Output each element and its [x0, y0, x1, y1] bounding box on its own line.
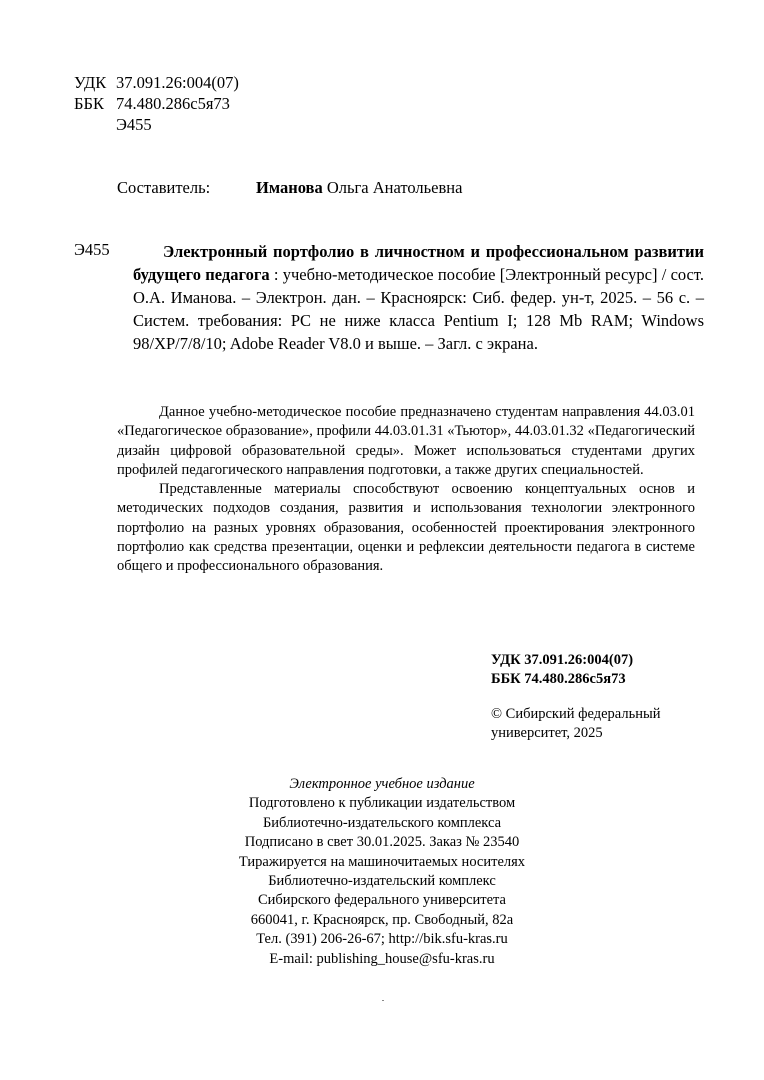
book-title: Электронный портфолио в личностном и профессиональном развитии будущего педагога: [133, 242, 704, 284]
edition-type: Электронное учебное издание: [289, 776, 475, 792]
bibliographic-entry: [133, 240, 704, 355]
imprint-line: Тиражируется на машиночитаемых носителях: [238, 853, 526, 870]
imprint-line: Библиотечно-издательского комплекса: [262, 814, 502, 831]
imprint-phone-website: Тел. (391) 206-26-67; http://bik.sfu-kras.ru: [256, 931, 508, 948]
imprint-line: Сибирского федерального университета: [258, 892, 506, 909]
compiler-line: [117, 178, 462, 198]
udk-code: УДК 37.091.26:004(07): [491, 652, 634, 668]
bbk-line: [74, 93, 239, 114]
classification-codes: [74, 72, 239, 135]
entry-author-mark: Э455: [74, 240, 110, 259]
imprint: [0, 775, 764, 969]
classification-block: [491, 651, 633, 689]
copyright-line: университет, 2025: [491, 725, 603, 741]
compiler-surname: Иманова: [256, 178, 323, 197]
bbk-value: 74.480.286с5я73: [116, 94, 230, 113]
author-mark: Э455: [116, 115, 152, 134]
compiler-label: Составитель:: [117, 178, 211, 197]
imprint-line: Подготовлено к публикации издательством: [248, 795, 516, 812]
imprint-address: 660041, г. Красноярск, пр. Свободный, 82а: [250, 911, 514, 928]
copyright-notice: [491, 705, 660, 743]
abstract-paragraph: Данное учебно-методическое пособие предназначено студентам направления 44.03.01 «Педагогическое образование», профили 44.03.01.31 «Тьютор», 44.03.01.32 «Педагогический дизайн цифровой образовательной среды». Может использоваться студентами других профилей педагогического направления подготовки, а также других специальностей.: [117, 404, 695, 478]
imprint-line: Библиотечно-издательский комплекс: [268, 873, 496, 890]
bbk-code: ББК 74.480.286с5я73: [491, 671, 626, 687]
imprint-line: Подписано в свет 30.01.2025. Заказ № 23540: [244, 834, 520, 851]
page-mark: [382, 1000, 384, 1001]
udk-value: 37.091.26:004(07): [116, 73, 239, 92]
abstract: [117, 403, 695, 577]
bbk-label: ББК: [74, 94, 104, 113]
book-description: : учебно-методическое пособие [Электронный ресурс] / сост. О.А. Иманова. – Электрон. дан. – Красноярск: Сиб. федер. ун-т, 2025. – 56 с. – Систем. требования: PC не ниже класса Pentium I; 128 Mb RAM; Windows 98/XP/7/8/10; Adobe Reader V8.0 и выше. – Загл. с экрана.: [133, 265, 704, 353]
udk-line: [74, 72, 239, 93]
copyright-line: © Сибирский федеральный: [491, 706, 661, 722]
abstract-paragraph: Представленные материалы способствуют освоению концептуальных основ и методических подходов создания, развития и использования технологии электронного портфолио на разных уровнях образования, особенностей проектирования электронного портфолио как средства презентации, оценки и рефлексии деятельности педагога в системе общего и профессионального образования.: [117, 481, 695, 575]
udk-label: УДК: [74, 73, 107, 92]
compiler-given-names: Ольга Анатольевна: [326, 178, 463, 197]
imprint-email: E-mail: publishing_house@sfu-kras.ru: [269, 950, 495, 967]
